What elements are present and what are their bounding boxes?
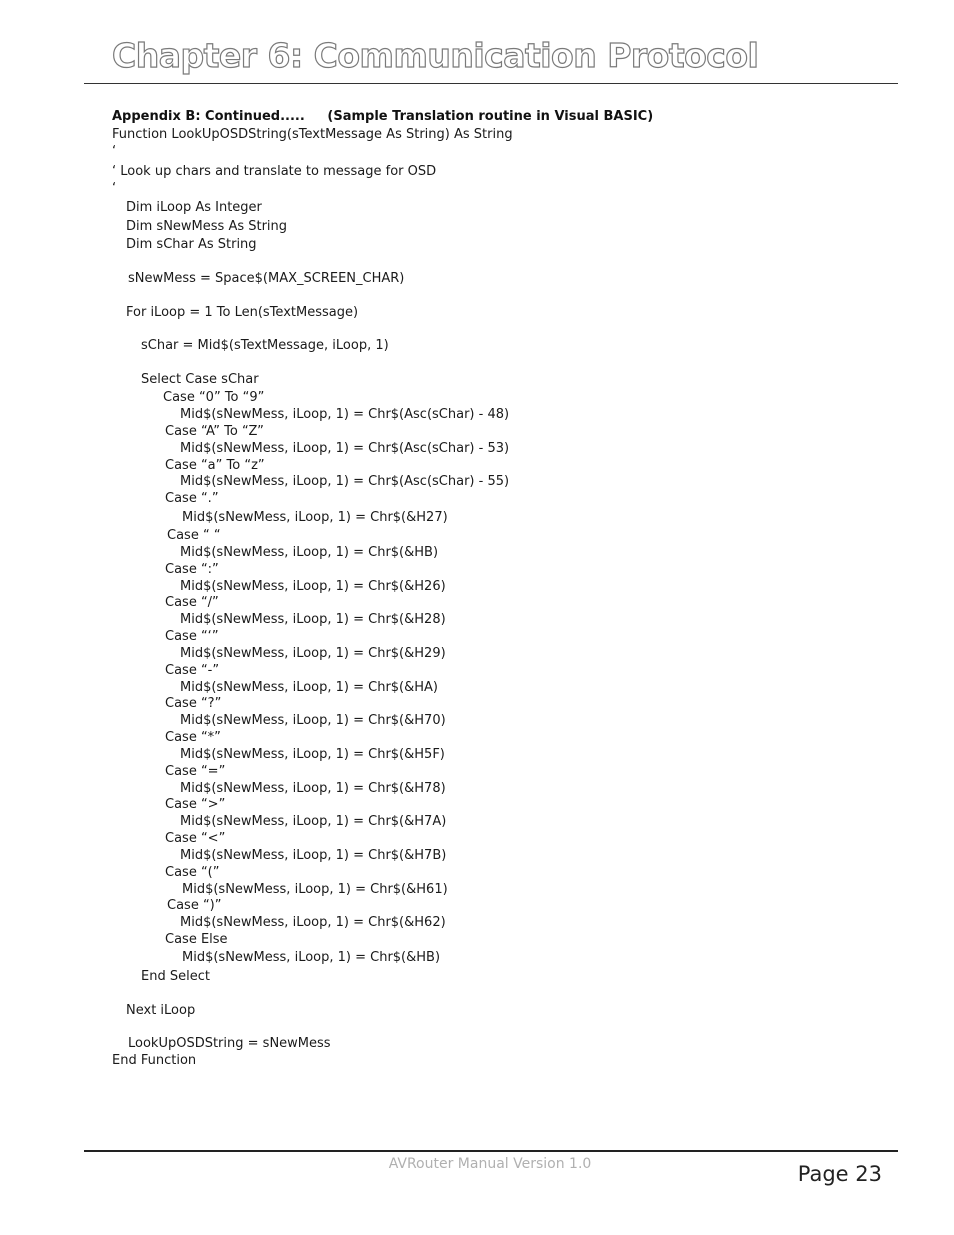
code-line: Case “(”: [165, 865, 220, 880]
code-line: Mid$(sNewMess, iLoop, 1) = Chr$(Asc(sChar) - 48): [180, 407, 510, 422]
code-line: Case “ “: [167, 528, 221, 543]
code-line: Next iLoop: [126, 1003, 196, 1018]
code-line: Mid$(sNewMess, iLoop, 1) = Chr$(&H62): [180, 915, 446, 930]
header-divider: [84, 83, 898, 84]
manual-version: AVRouter Manual Version 1.0: [388, 1156, 592, 1172]
code-line: Mid$(sNewMess, iLoop, 1) = Chr$(&HB): [180, 545, 439, 560]
code-line: Case “a” To “z”: [165, 458, 265, 473]
code-line: sChar = Mid$(sTextMessage, iLoop, 1): [141, 338, 389, 353]
chapter-title: Chapter 6: Communication Protocol: [112, 36, 759, 75]
code-line: ‘ Look up chars and translate to message for OSD: [112, 164, 437, 179]
page-number: Page 23: [797, 1162, 882, 1186]
code-line: Function LookUpOSDString(sTextMessage As String) As String: [112, 127, 513, 142]
code-line: Mid$(sNewMess, iLoop, 1) = Chr$(&H70): [180, 713, 446, 728]
code-line: Case “.”: [165, 491, 219, 506]
code-line: ‘: [112, 144, 117, 159]
code-line: Mid$(sNewMess, iLoop, 1) = Chr$(&H28): [180, 612, 446, 627]
code-line: Mid$(sNewMess, iLoop, 1) = Chr$(&H29): [180, 646, 446, 661]
code-line: Case “>”: [165, 797, 226, 812]
code-line: Mid$(sNewMess, iLoop, 1) = Chr$(&H78): [180, 781, 446, 796]
code-line: Mid$(sNewMess, iLoop, 1) = Chr$(&HA): [180, 680, 439, 695]
code-line: Case “A” To “Z”: [165, 424, 264, 439]
code-line: Mid$(sNewMess, iLoop, 1) = Chr$(&H61): [182, 882, 448, 897]
code-line: sNewMess = Space$(MAX_SCREEN_CHAR): [128, 271, 405, 286]
code-line: Case “?”: [165, 696, 222, 711]
code-line: Case Else: [165, 932, 228, 947]
code-line: Mid$(sNewMess, iLoop, 1) = Chr$(&H7B): [180, 848, 447, 863]
code-line: Mid$(sNewMess, iLoop, 1) = Chr$(&H26): [180, 579, 446, 594]
code-line: Case “/”: [165, 595, 219, 610]
code-line: Mid$(sNewMess, iLoop, 1) = Chr$(Asc(sChar) - 55): [180, 474, 510, 489]
code-line: Dim sNewMess As String: [126, 219, 288, 234]
appendix-heading: Appendix B: Continued..... (Sample Translation routine in Visual BASIC): [112, 109, 654, 124]
code-line: Case “)”: [167, 898, 222, 913]
code-line: Case “0” To “9”: [163, 390, 265, 405]
code-line: Mid$(sNewMess, iLoop, 1) = Chr$(&H5F): [180, 747, 445, 762]
code-line: Case “-”: [165, 663, 220, 678]
code-line: Mid$(sNewMess, iLoop, 1) = Chr$(Asc(sChar) - 53): [180, 441, 510, 456]
code-line: Case “*”: [165, 730, 221, 745]
code-line: Case “:”: [165, 562, 219, 577]
code-line: Dim iLoop As Integer: [126, 200, 262, 215]
code-line: ‘: [112, 181, 117, 196]
code-line: Mid$(sNewMess, iLoop, 1) = Chr$(&H7A): [180, 814, 447, 829]
footer-divider: [84, 1150, 898, 1152]
code-line: Case “<”: [165, 831, 226, 846]
code-line: Mid$(sNewMess, iLoop, 1) = Chr$(&HB): [182, 950, 441, 965]
code-line: Mid$(sNewMess, iLoop, 1) = Chr$(&H27): [182, 510, 448, 525]
code-line: LookUpOSDString = sNewMess: [128, 1036, 331, 1051]
code-line: Case “=”: [165, 764, 226, 779]
code-line: Case “‘”: [165, 629, 219, 644]
code-line: For iLoop = 1 To Len(sTextMessage): [126, 305, 359, 320]
code-line: Select Case sChar: [141, 372, 259, 387]
code-line: End Select: [141, 969, 210, 984]
code-line: End Function: [112, 1053, 197, 1068]
code-line: Dim sChar As String: [126, 237, 257, 252]
